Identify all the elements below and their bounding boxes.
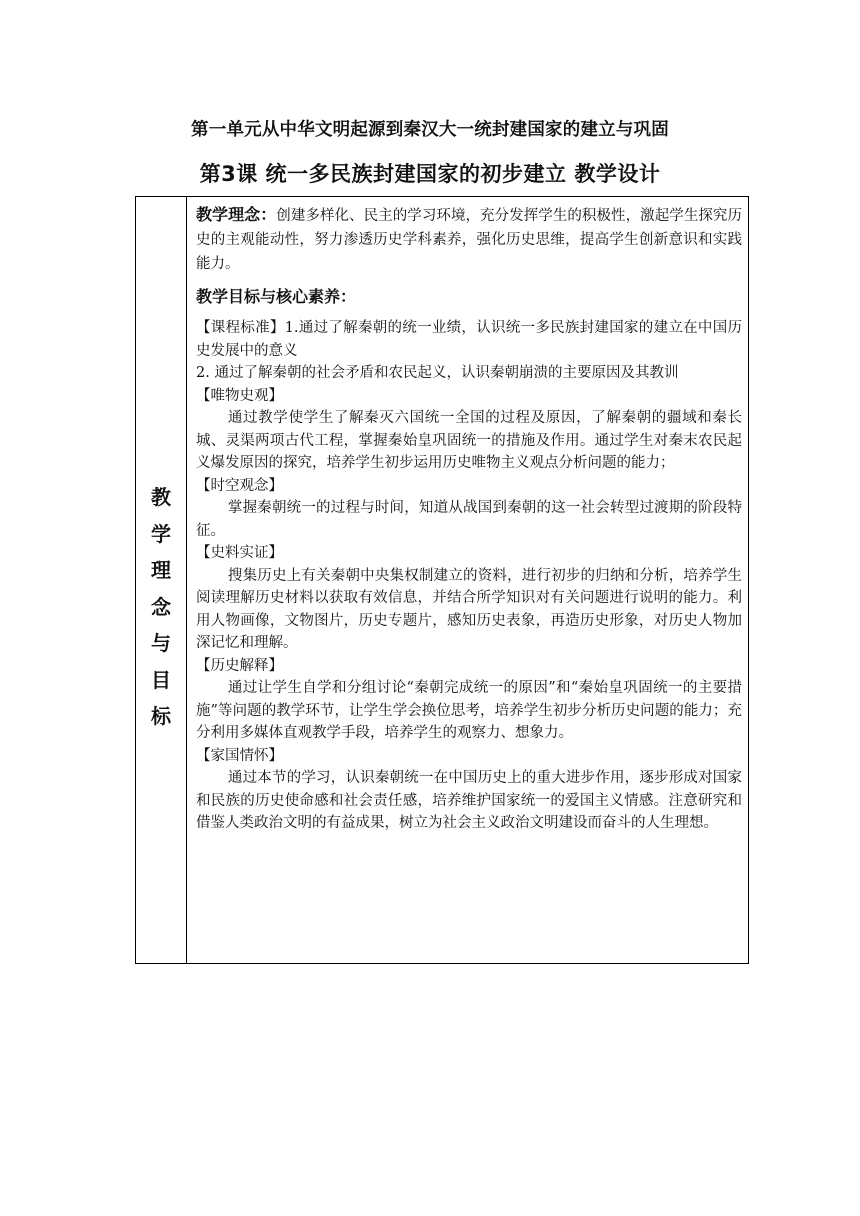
lesson-design-table [135, 196, 749, 964]
philosophy-text: 创建多样化、民主的学习环境，充分发挥学生的积极性，激起学生探究历史的主观能动性，努力渗透历史学科素养，强化历史思维，提高学生创新意识和实践能力。 [196, 208, 742, 272]
side-label-char: 念 [151, 594, 171, 619]
section-label-interpretation: 【历史解释】 [196, 657, 283, 674]
side-label-char: 与 [151, 631, 171, 655]
unit-title: 第一单元从中华文明起源到秦汉大一统封建国家的建立与巩固 [191, 120, 669, 140]
content-column [187, 197, 748, 963]
lesson-title: 第3课 统一多民族封建国家的初步建立 教学设计 [199, 162, 661, 186]
section-text-evidence: 搜集历史上有关秦朝中央集权制建立的资料，进行初步的归纳和分析，培养学生阅读理解历史材料以获取有效信息，并结合所学知识对有关问题进行说明的能力。利用人物画像，文物图片，历史专题片，感知历史表象，再造历史形象，对历史人物加深记忆和理解。 [196, 567, 742, 651]
side-label-char: 教 [151, 485, 171, 509]
section-text-materialism: 通过教学使学生了解秦灭六国统一全国的过程及原因，了解秦朝的疆域和秦长城、灵渠两项古代工程，掌握秦始皇巩固统一的措施及作用。通过学生对秦末农民起义爆发原因的探究，培养学生初步运用历史唯物主义观点分析问题的能力； [196, 410, 742, 471]
curriculum-item-2: 2. 通过了解秦朝的社会矛盾和农民起义，认识秦朝崩溃的主要原因及其教训 [196, 365, 679, 381]
objectives-heading: 教学目标与核心素养： [196, 287, 357, 306]
teaching-philosophy [196, 203, 742, 276]
side-label-char: 学 [151, 521, 171, 546]
section-label-patriotism: 【家国情怀】 [196, 747, 283, 764]
section-text-spacetime: 掌握秦朝统一的过程与时间，知道从战国到秦朝的这一社会转型过渡期的阶段特征。 [196, 500, 742, 539]
side-label-char: 目 [151, 667, 171, 692]
side-label-column [136, 197, 187, 963]
section-label-spacetime: 【时空观念】 [196, 477, 283, 494]
section-label-evidence: 【史料实证】 [196, 545, 283, 561]
side-label-char: 标 [151, 704, 171, 728]
side-label-char: 理 [151, 558, 171, 582]
curriculum-item-1: 【课程标准】1.通过了解秦朝的统一业绩，认识统一多民族封建国家的建立在中国历史发展中的意义 [196, 320, 742, 359]
philosophy-heading: 教学理念： [196, 205, 277, 224]
section-text-interpretation: 通过让学生自学和分组讨论“秦朝完成统一的原因”和“秦始皇巩固统一的主要措施”等问题的教学环节，让学生学会换位思考，培养学生初步分析历史问题的能力；充分利用多媒体直观教学手段，培养学生的观察力、想象力。 [196, 680, 742, 741]
section-label-materialism: 【唯物史观】 [196, 387, 283, 404]
section-text-patriotism: 通过本节的学习，认识秦朝统一在中国历史上的重大进步作用，逐步形成对国家和民族的历史使命感和社会责任感，培养维护国家统一的爱国主义情感。注意研究和借鉴人类政治文明的有益成果，树立为社会主义政治文明建设而奋斗的人生理想。 [196, 770, 742, 831]
curriculum-label: 【课程标准】 [196, 320, 285, 336]
